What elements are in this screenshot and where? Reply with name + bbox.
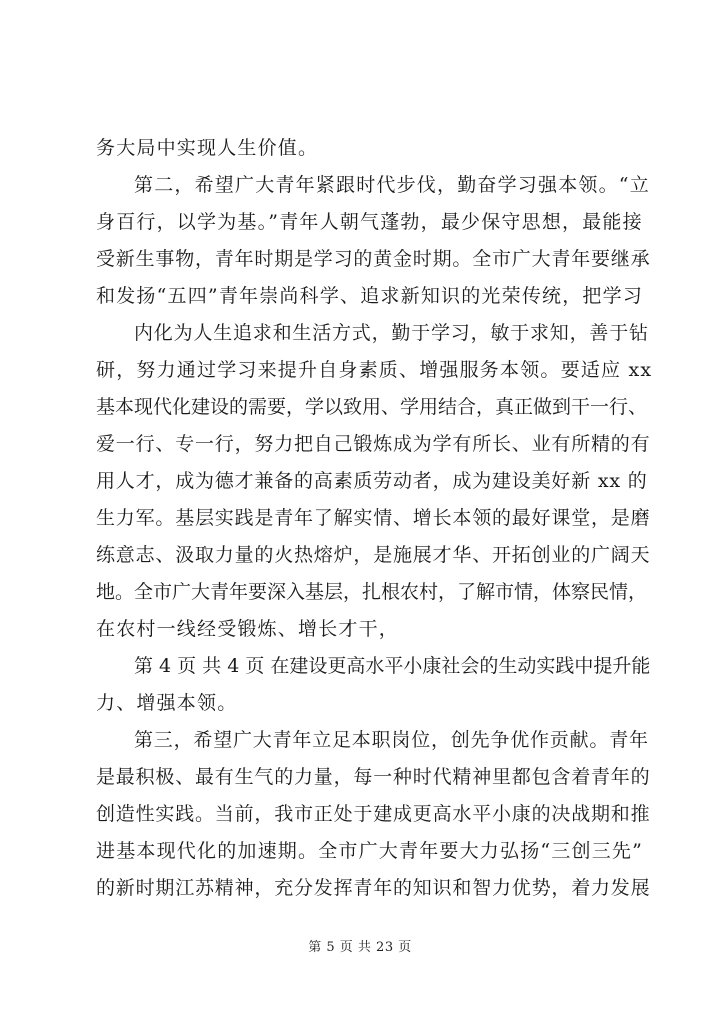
text-line: 用人才，成为德才兼备的高素质劳动者，成为建设美好新 xx 的 <box>96 470 648 492</box>
text-line: 和发扬“五四”青年崇尚科学、追求新知识的光荣传统，把学习 <box>96 285 644 307</box>
page-number-footer: 第 5 页 共 23 页 <box>308 940 412 955</box>
text-line: 力、增强本领。 <box>96 692 238 714</box>
text-line: 在农村一线经受锻炼、增长才干， <box>96 618 400 640</box>
text-line: 基本现代化建设的需要，学以致用、学用结合，真正做到干一行、 <box>96 396 648 418</box>
text-line: 受新生事物，青年时期是学习的黄金时期。全市广大青年要继承 <box>96 248 651 270</box>
text-line: 创造性实践。当前，我市正处于建成更高水平小康的决战期和推 <box>96 803 651 825</box>
text-line: 第 4 页 共 4 页 在建设更高水平小康社会的生动实践中提升能 <box>134 655 651 677</box>
text-line: 生力军。基层实践是青年了解实情、增长本领的最好课堂，是磨 <box>96 507 651 529</box>
text-line: 进基本现代化的加速期。全市广大青年要大力弘扬“三创三先” <box>96 840 644 862</box>
text-line: 研，努力通过学习来提升自身素质、增强服务本领。要适应 xx <box>96 359 653 381</box>
text-line: 地。全市广大青年要深入基层，扎根农村，了解市情，体察民情， <box>96 581 648 603</box>
text-line: 练意志、汲取力量的火热熔炉，是施展才华、开拓创业的广阔天 <box>96 544 651 566</box>
text-line: 的新时期江苏精神，充分发挥青年的知识和智力优势，着力发展 <box>96 877 651 899</box>
text-line: 第二，希望广大青年紧跟时代步伐，勤奋学习强本领。“立 <box>134 174 650 196</box>
text-line: 是最积极、最有生气的力量，每一种时代精神里都包含着青年的 <box>96 766 651 788</box>
text-line: 第三，希望广大青年立足本职岗位，创先争优作贡献。青年 <box>134 729 649 751</box>
text-line: 务大局中实现人生价值。 <box>96 137 319 159</box>
text-line: 内化为人生追求和生活方式，勤于学习，敏于求知，善于钻 <box>134 322 649 344</box>
text-line: 爱一行、专一行，努力把自己锻炼成为学有所长、业有所精的有 <box>96 433 651 455</box>
text-line: 身百行，以学为基。”青年人朝气蓬勃，最少保守思想，最能接 <box>96 211 643 233</box>
